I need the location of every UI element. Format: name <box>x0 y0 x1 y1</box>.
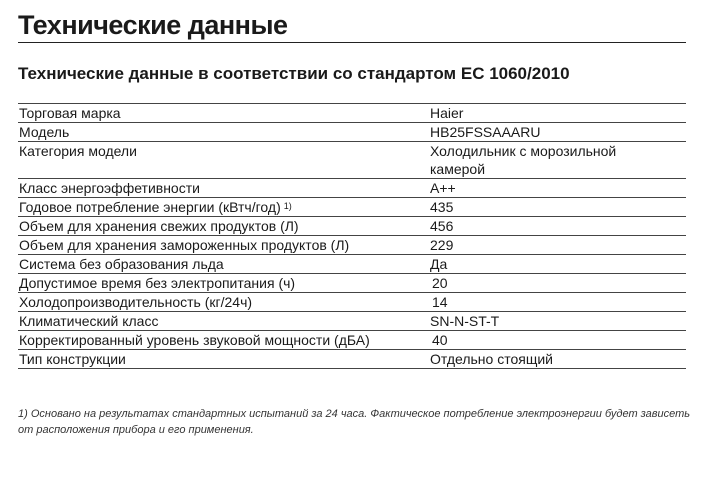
spec-key-with-note <box>18 198 430 216</box>
page-title: Технические данные <box>18 10 288 40</box>
table-row <box>18 255 686 274</box>
table-row <box>18 312 686 331</box>
table-row <box>18 142 686 179</box>
spec-key: Допустимое время без электропитания (ч) <box>19 275 296 291</box>
spec-value: A++ <box>430 180 456 196</box>
footnote-marker: 1) <box>283 201 292 211</box>
spec-value: 40 <box>432 332 448 348</box>
table-row <box>18 104 686 123</box>
table-row <box>18 274 686 293</box>
spec-value: Да <box>430 256 448 272</box>
spec-key: Климатический класс <box>19 313 159 329</box>
table-row <box>18 331 686 350</box>
spec-value: Haier <box>430 105 464 121</box>
spec-value: 20 <box>432 275 448 291</box>
spec-key: Объем для хранения свежих продуктов (Л) <box>19 218 299 234</box>
table-row <box>18 123 686 142</box>
title-divider <box>18 42 686 43</box>
table-row <box>18 236 686 255</box>
spec-value: Отдельно стоящий <box>430 351 553 367</box>
table-row <box>18 179 686 198</box>
table-row <box>18 217 686 236</box>
spec-value: 14 <box>432 294 448 310</box>
spec-value: SN-N-ST-T <box>430 313 500 329</box>
spec-key: Система без образования льда <box>19 256 224 272</box>
spec-key: Класс энергоэффетивности <box>19 180 200 196</box>
table-row <box>18 293 686 312</box>
spec-key: Категория модели <box>19 143 137 159</box>
table-row <box>18 350 686 369</box>
spec-key: Объем для хранения замороженных продуктов (Л) <box>19 237 350 253</box>
table-row <box>18 198 686 217</box>
spec-value: Холодильник с морозильной камерой <box>430 143 617 177</box>
section-subtitle: Технические данные в соответствии со стандартом EC 1060/2010 <box>18 64 570 83</box>
spec-key: Годовое потребление энергии (кВтч/год) <box>19 199 281 215</box>
spec-key: Холодопроизводительность (кг/24ч) <box>19 294 253 310</box>
spec-table <box>18 103 686 369</box>
spec-value: HB25FSSAAARU <box>430 124 541 140</box>
spec-key: Модель <box>19 124 70 140</box>
spec-value: 435 <box>430 199 454 215</box>
spec-key: Торговая марка <box>19 105 121 121</box>
footnote: 1) Основано на результатах стандартных испытаний за 24 часа. Фактическое потребление электроэнергии будет зависеть от расположения прибора и его применения. <box>18 408 691 436</box>
spec-key: Тип конструкции <box>19 351 126 367</box>
spec-value: 456 <box>430 218 454 234</box>
spec-key: Корректированный уровень звуковой мощности (дБА) <box>19 332 370 348</box>
spec-value: 229 <box>430 237 454 253</box>
